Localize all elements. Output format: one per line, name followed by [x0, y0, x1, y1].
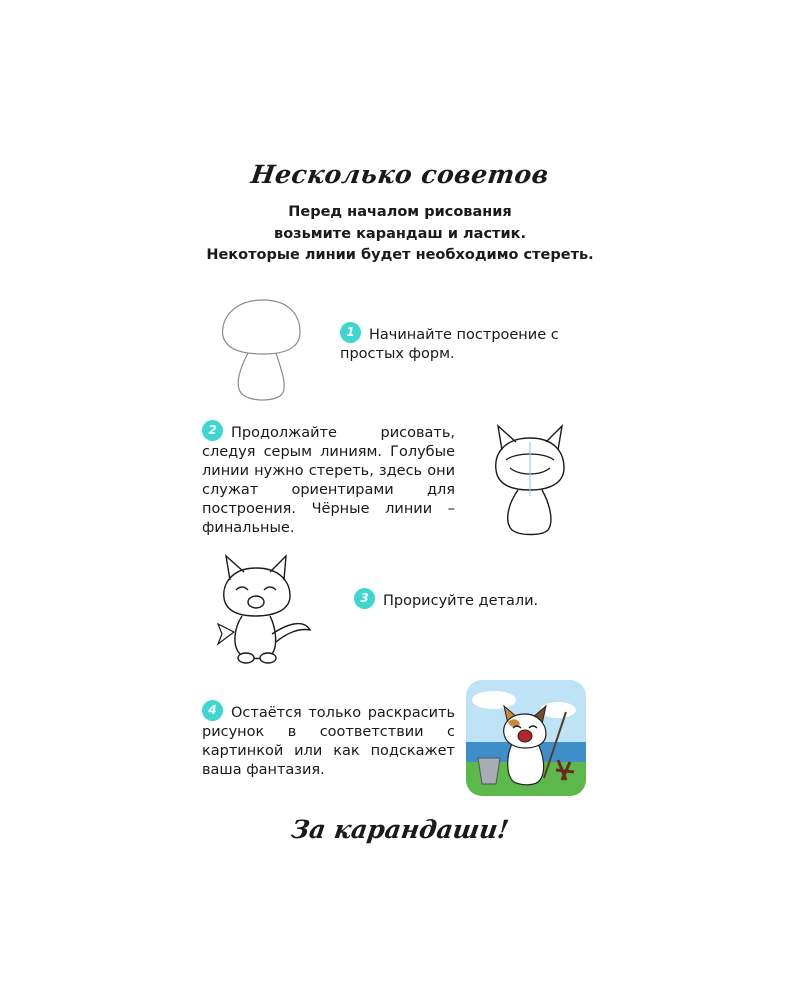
ear-right	[546, 426, 562, 450]
bucket	[478, 758, 500, 784]
body-outline	[235, 616, 276, 659]
closed-eye-right	[264, 587, 276, 590]
intro-line-1: Перед началом рисования	[288, 204, 512, 220]
body-shape	[238, 353, 284, 400]
step-4-colored-illustration	[466, 680, 586, 796]
closed-eye-left	[236, 587, 248, 590]
cat-mouth	[518, 730, 532, 742]
step-1	[340, 322, 560, 364]
intro-text	[150, 202, 650, 267]
step-3-illustration	[212, 550, 314, 666]
intro-line-3: Некоторые линии будет необходимо стереть.	[206, 247, 594, 263]
step-2-illustration	[490, 424, 570, 536]
step-1-illustration	[218, 298, 308, 404]
foot-left	[238, 653, 254, 663]
fish	[218, 624, 234, 644]
step-2-text: Продолжайте рисовать, следуя серым линиям. Голубые линии нужно стереть, здесь они служат ориентирами для построения. Чёрные линии – финальные.	[202, 425, 455, 536]
step-4	[202, 700, 455, 780]
head-outline	[224, 568, 290, 616]
step-3	[354, 588, 554, 611]
step-2	[202, 420, 455, 538]
intro-line-2: возьмите карандаш и ластик.	[274, 225, 526, 242]
closing-slogan: За карандаши!	[289, 815, 511, 844]
foot-right	[260, 653, 276, 663]
ear-right	[270, 556, 286, 580]
cloud	[472, 691, 516, 709]
tail	[272, 624, 310, 642]
step-2-badge: 2	[202, 420, 223, 441]
ear-left	[498, 426, 516, 450]
ear-left	[226, 556, 244, 580]
open-mouth	[248, 596, 264, 608]
cat-body	[508, 744, 544, 785]
step-3-text: Прорисуйте детали.	[383, 593, 539, 609]
head-shape	[223, 300, 300, 354]
step-3-badge: 3	[354, 588, 375, 609]
step-1-badge: 1	[340, 322, 361, 343]
page-title: Несколько советов	[249, 160, 551, 189]
step-4-text: Остаётся только раскрасить рисунок в соответствии с картинкой или как подскажет ваша фантазия.	[202, 705, 455, 778]
step-4-badge: 4	[202, 700, 223, 721]
step-1-text: Начинайте построение с простых форм.	[340, 327, 559, 362]
body-outline	[508, 490, 551, 535]
